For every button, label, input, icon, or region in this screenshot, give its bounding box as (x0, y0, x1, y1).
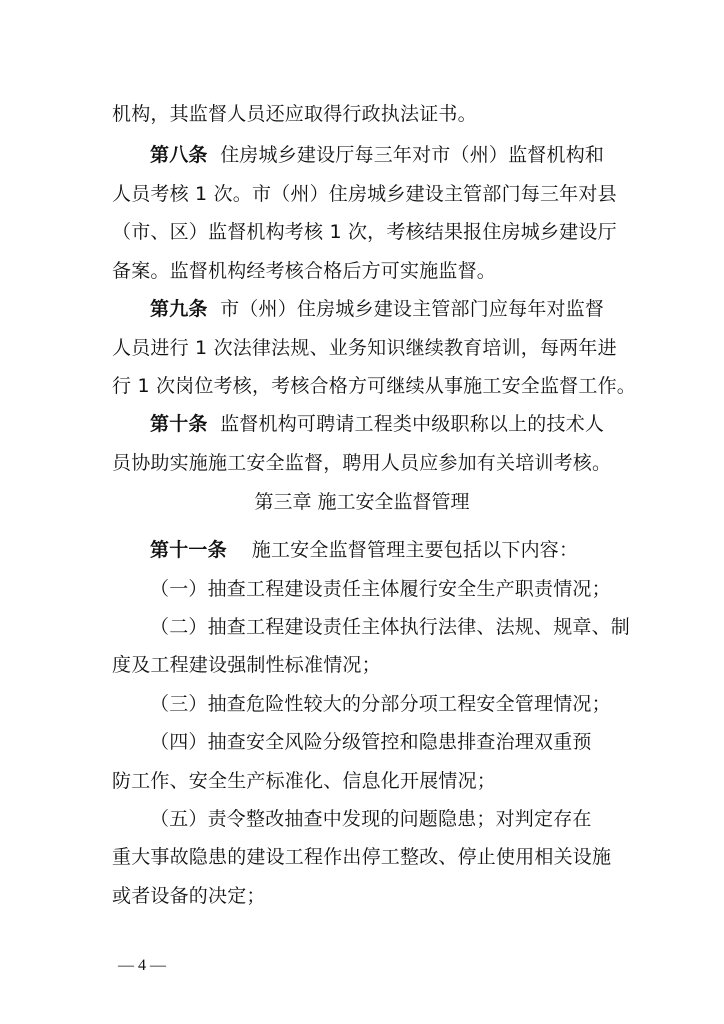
text-line: 人员考核 1 次。市（州）住房城乡建设主管部门每三年对县 (112, 183, 617, 205)
article-11-paragraph (150, 538, 660, 562)
chapter-heading: 第三章 施工安全监督管理 (254, 491, 470, 513)
page-number: — 4 — (118, 957, 166, 974)
text-line: 度及工程建设强制性标准情况； (112, 654, 381, 676)
text-line: 监督机构可聘请工程类中级职称以上的技术人 (220, 413, 605, 435)
text-line: 防工作、安全生产标准化、信息化开展情况； (112, 770, 497, 792)
text-line: 机构，其监督人员还应取得行政执法证书。 (112, 103, 477, 125)
text-line: 行 1 次岗位考核，考核合格方可继续从事施工安全监督工作。 (112, 375, 636, 397)
text-line: （市、区）监督机构考核 1 次，考核结果报住房城乡建设厅 (112, 221, 617, 243)
list-item: （五）责令整改抽查中发现的问题隐患；对判定存在 (150, 808, 592, 830)
article-8-paragraph (150, 143, 660, 167)
list-item: （一）抽查工程建设责任主体履行安全生产职责情况； (150, 578, 611, 600)
article-label: 第九条 (150, 298, 208, 320)
text-line: 人员进行 1 次法律法规、业务知识继续教育培训，每两年进 (112, 337, 617, 359)
text-line: 施工安全监督管理主要包括以下内容： (251, 539, 579, 561)
list-item: （三）抽查危险性较大的分部分项工程安全管理情况； (150, 693, 611, 715)
text-line: 或者设备的决定； (112, 885, 266, 907)
article-label: 第八条 (150, 144, 208, 166)
text-line: 员协助实施施工安全监督，聘用人员应参加有关培训考核。 (112, 452, 612, 474)
article-label: 第十条 (150, 413, 208, 435)
text-line: 备案。监督机构经考核合格后方可实施监督。 (112, 260, 497, 282)
article-label: 第十一条 (150, 539, 227, 561)
article-9-paragraph (150, 297, 660, 321)
text-line: 市（州）住房城乡建设主管部门应每年对监督 (220, 298, 605, 320)
list-item: （四）抽查安全风险分级管控和隐患排查治理双重预 (150, 731, 592, 753)
text-line: 重大事故隐患的建设工程作出停工整改、停止使用相关设施 (112, 846, 612, 868)
list-item: （二）抽查工程建设责任主体执行法律、法规、规章、制 (150, 616, 631, 638)
article-10-paragraph (150, 412, 660, 436)
text-line: 住房城乡建设厅每三年对市（州）监督机构和 (220, 144, 605, 166)
